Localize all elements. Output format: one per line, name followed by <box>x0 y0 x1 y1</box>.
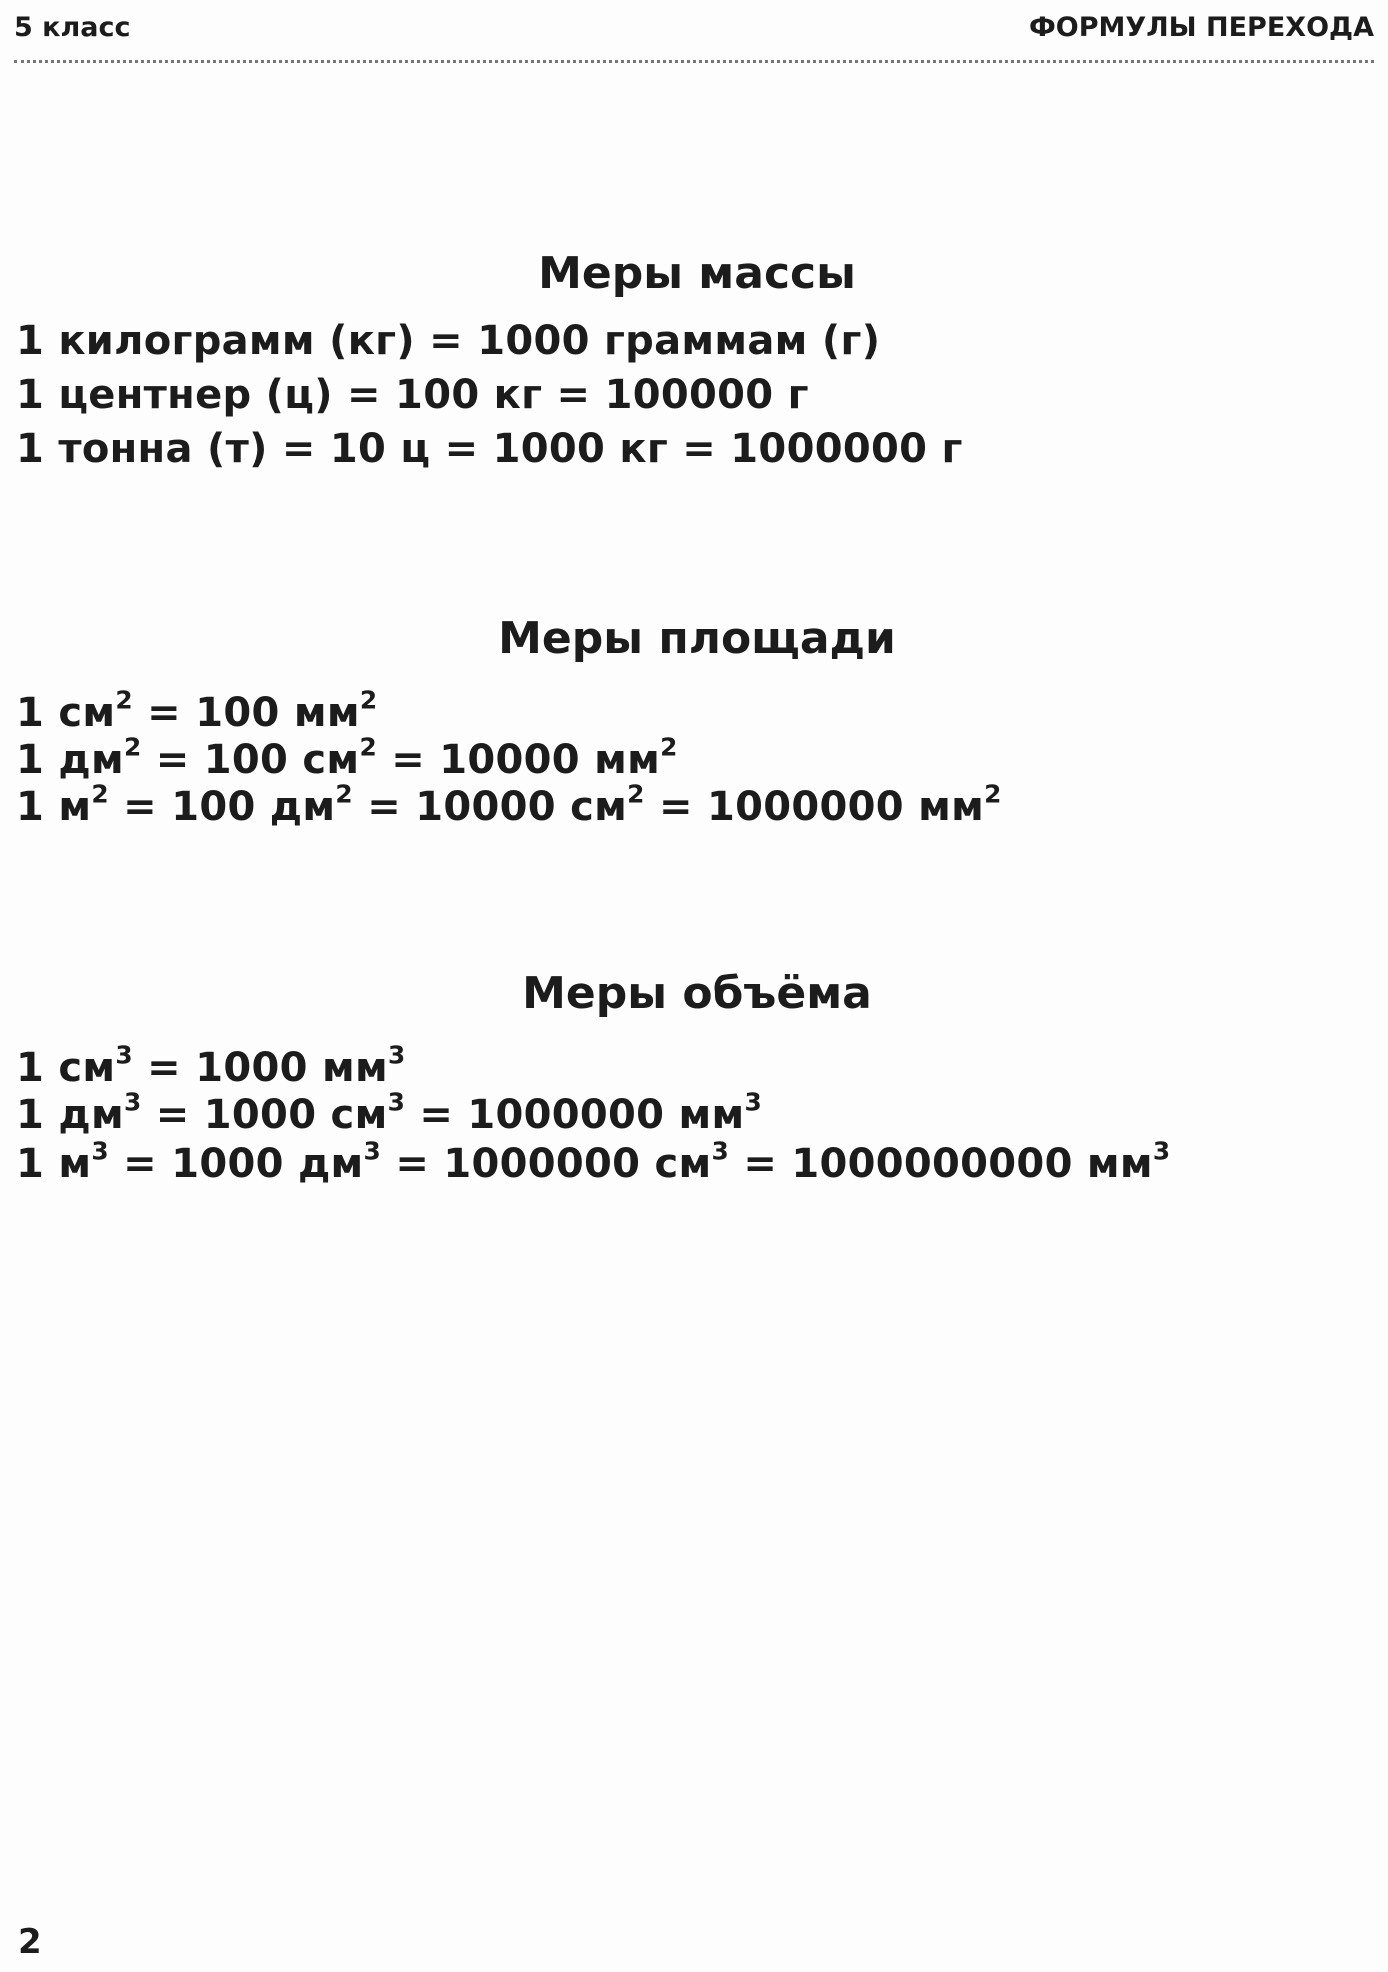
exponent: 2 <box>627 779 645 809</box>
exponent: 2 <box>123 732 142 762</box>
exponent: 3 <box>91 1136 109 1166</box>
formula-term: 1 дм <box>16 737 124 783</box>
exponent: 3 <box>387 1087 406 1117</box>
exponent: 2 <box>660 732 678 762</box>
mass-line-1: 1 килограмм (кг) = 1000 граммам (г) <box>16 318 881 364</box>
exponent: 3 <box>387 1040 406 1070</box>
exponent: 3 <box>363 1136 382 1166</box>
formula-term: 1 м <box>16 1141 92 1187</box>
mass-line-3: 1 тонна (т) = 10 ц = 1000 кг = 1000000 г <box>16 426 963 472</box>
formula-term: 1 см <box>16 690 116 736</box>
formula-term: = 100 мм <box>132 690 360 736</box>
formula-term: = 1000 мм <box>132 1045 388 1091</box>
exponent: 2 <box>359 685 378 715</box>
exponent: 2 <box>115 685 133 715</box>
header-dotted-divider <box>14 60 1374 63</box>
mass-line-2: 1 центнер (ц) = 100 кг = 100000 г <box>16 372 809 418</box>
formula-term: = 1000000000 мм <box>729 1141 1153 1187</box>
area-line-2 <box>16 732 678 783</box>
formula-term: 1 м <box>16 784 92 830</box>
mass-title: Меры массы <box>538 248 856 299</box>
volume-line-3 <box>16 1136 1171 1187</box>
area-line-1 <box>16 685 378 736</box>
formula-term: = 1000 дм <box>108 1141 364 1187</box>
exponent: 2 <box>335 779 353 809</box>
exponent: 3 <box>711 1136 730 1166</box>
exponent: 3 <box>744 1087 763 1117</box>
formula-term: = 1000 см <box>141 1092 388 1138</box>
grade-label: 5 класс <box>14 12 131 43</box>
volume-line-1 <box>16 1040 406 1091</box>
formula-term: = 1000000 мм <box>644 784 985 830</box>
formula-term: = 100 см <box>141 737 360 783</box>
formula-term: 1 дм <box>16 1092 124 1138</box>
page-header <box>14 8 1374 60</box>
formula-term: = 10000 мм <box>377 737 661 783</box>
topic-label: ФОРМУЛЫ ПЕРЕХОДА <box>1029 12 1374 43</box>
exponent: 3 <box>123 1087 142 1117</box>
area-line-3 <box>16 779 1002 830</box>
exponent: 3 <box>115 1040 133 1070</box>
area-title: Меры площади <box>498 613 896 664</box>
exponent: 3 <box>1152 1136 1171 1166</box>
formula-term: = 100 дм <box>108 784 336 830</box>
exponent: 2 <box>91 779 109 809</box>
volume-line-2 <box>16 1087 763 1138</box>
volume-title: Меры объёма <box>522 968 872 1019</box>
page-number: 2 <box>18 1922 42 1962</box>
formula-term: = 1000000 см <box>381 1141 712 1187</box>
formula-term: = 10000 см <box>352 784 628 830</box>
formula-term: 1 см <box>16 1045 116 1091</box>
exponent: 2 <box>359 732 377 762</box>
exponent: 2 <box>984 779 1002 809</box>
formula-term: = 1000000 мм <box>405 1092 745 1138</box>
